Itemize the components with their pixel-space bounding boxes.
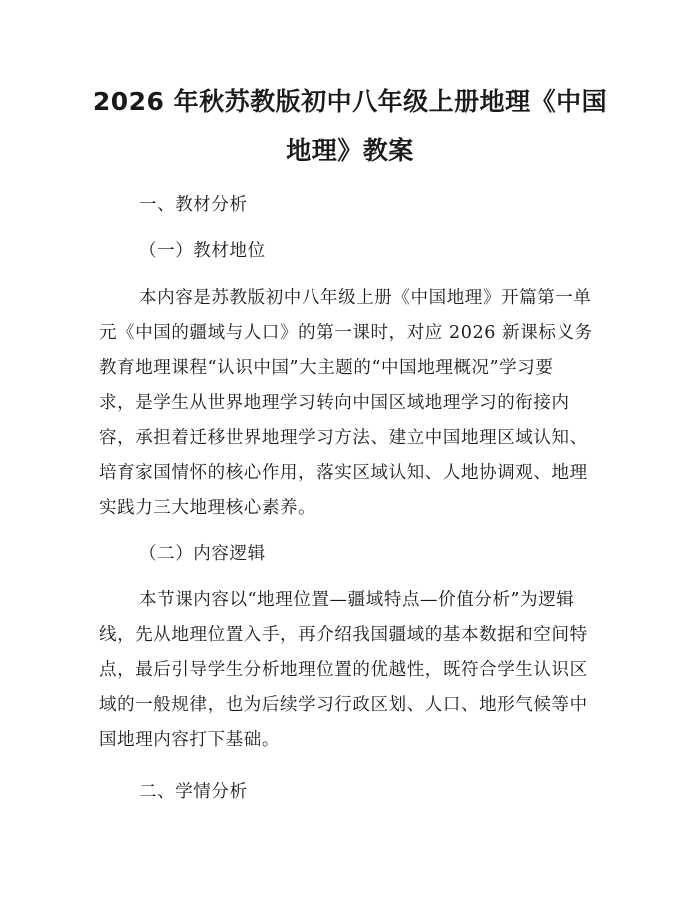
paragraph-1-line-6: 培育家国情怀的核心作用，落实区域认知、人地协调观、地理 [99, 463, 588, 483]
paragraph-2-line-5: 国地理内容打下基础。 [99, 730, 280, 750]
document-title-line-2: 地理》教案 [286, 136, 414, 165]
subsection-heading-content-logic: （二）内容逻辑 [139, 544, 266, 564]
paragraph-1-line-3: 教育地理课程“认识中国”大主题的“中国地理概况”学习要 [99, 358, 554, 378]
document-title-line-1: 2026 年秋苏教版初中八年级上册地理《中国 [92, 87, 608, 116]
paragraph-2-line-2: 线，先从地理位置入手，再介绍我国疆域的基本数据和空间特 [99, 625, 588, 645]
paragraph-1-line-7: 实践力三大地理核心素养。 [99, 498, 317, 518]
subsection-heading-material-position: （一）教材地位 [139, 241, 266, 261]
section-heading-learning-analysis: 二、学情分析 [139, 782, 248, 802]
paragraph-1-line-5: 容，承担着迁移世界地理学习方法、建立中国地理区域认知、 [99, 428, 588, 448]
paragraph-1-line-4: 求，是学生从世界地理学习转向中国区域地理学习的衔接内 [99, 393, 570, 413]
paragraph-2-line-1: 本节课内容以“地理位置—疆域特点—价值分析”为逻辑 [139, 590, 575, 610]
paragraph-1-line-2: 元《中国的疆域与人口》的第一课时，对应 2026 新课标义务 [99, 323, 593, 343]
paragraph-2-line-4: 域的一般规律，也为后续学习行政区划、人口、地形气候等中 [99, 695, 588, 715]
paragraph-1-line-1: 本内容是苏教版初中八年级上册《中国地理》开篇第一单 [139, 288, 592, 308]
paragraph-2-line-3: 点，最后引导学生分析地理位置的优越性，既符合学生认识区 [99, 660, 588, 680]
section-heading-teaching-material-analysis: 一、教材分析 [139, 195, 248, 215]
